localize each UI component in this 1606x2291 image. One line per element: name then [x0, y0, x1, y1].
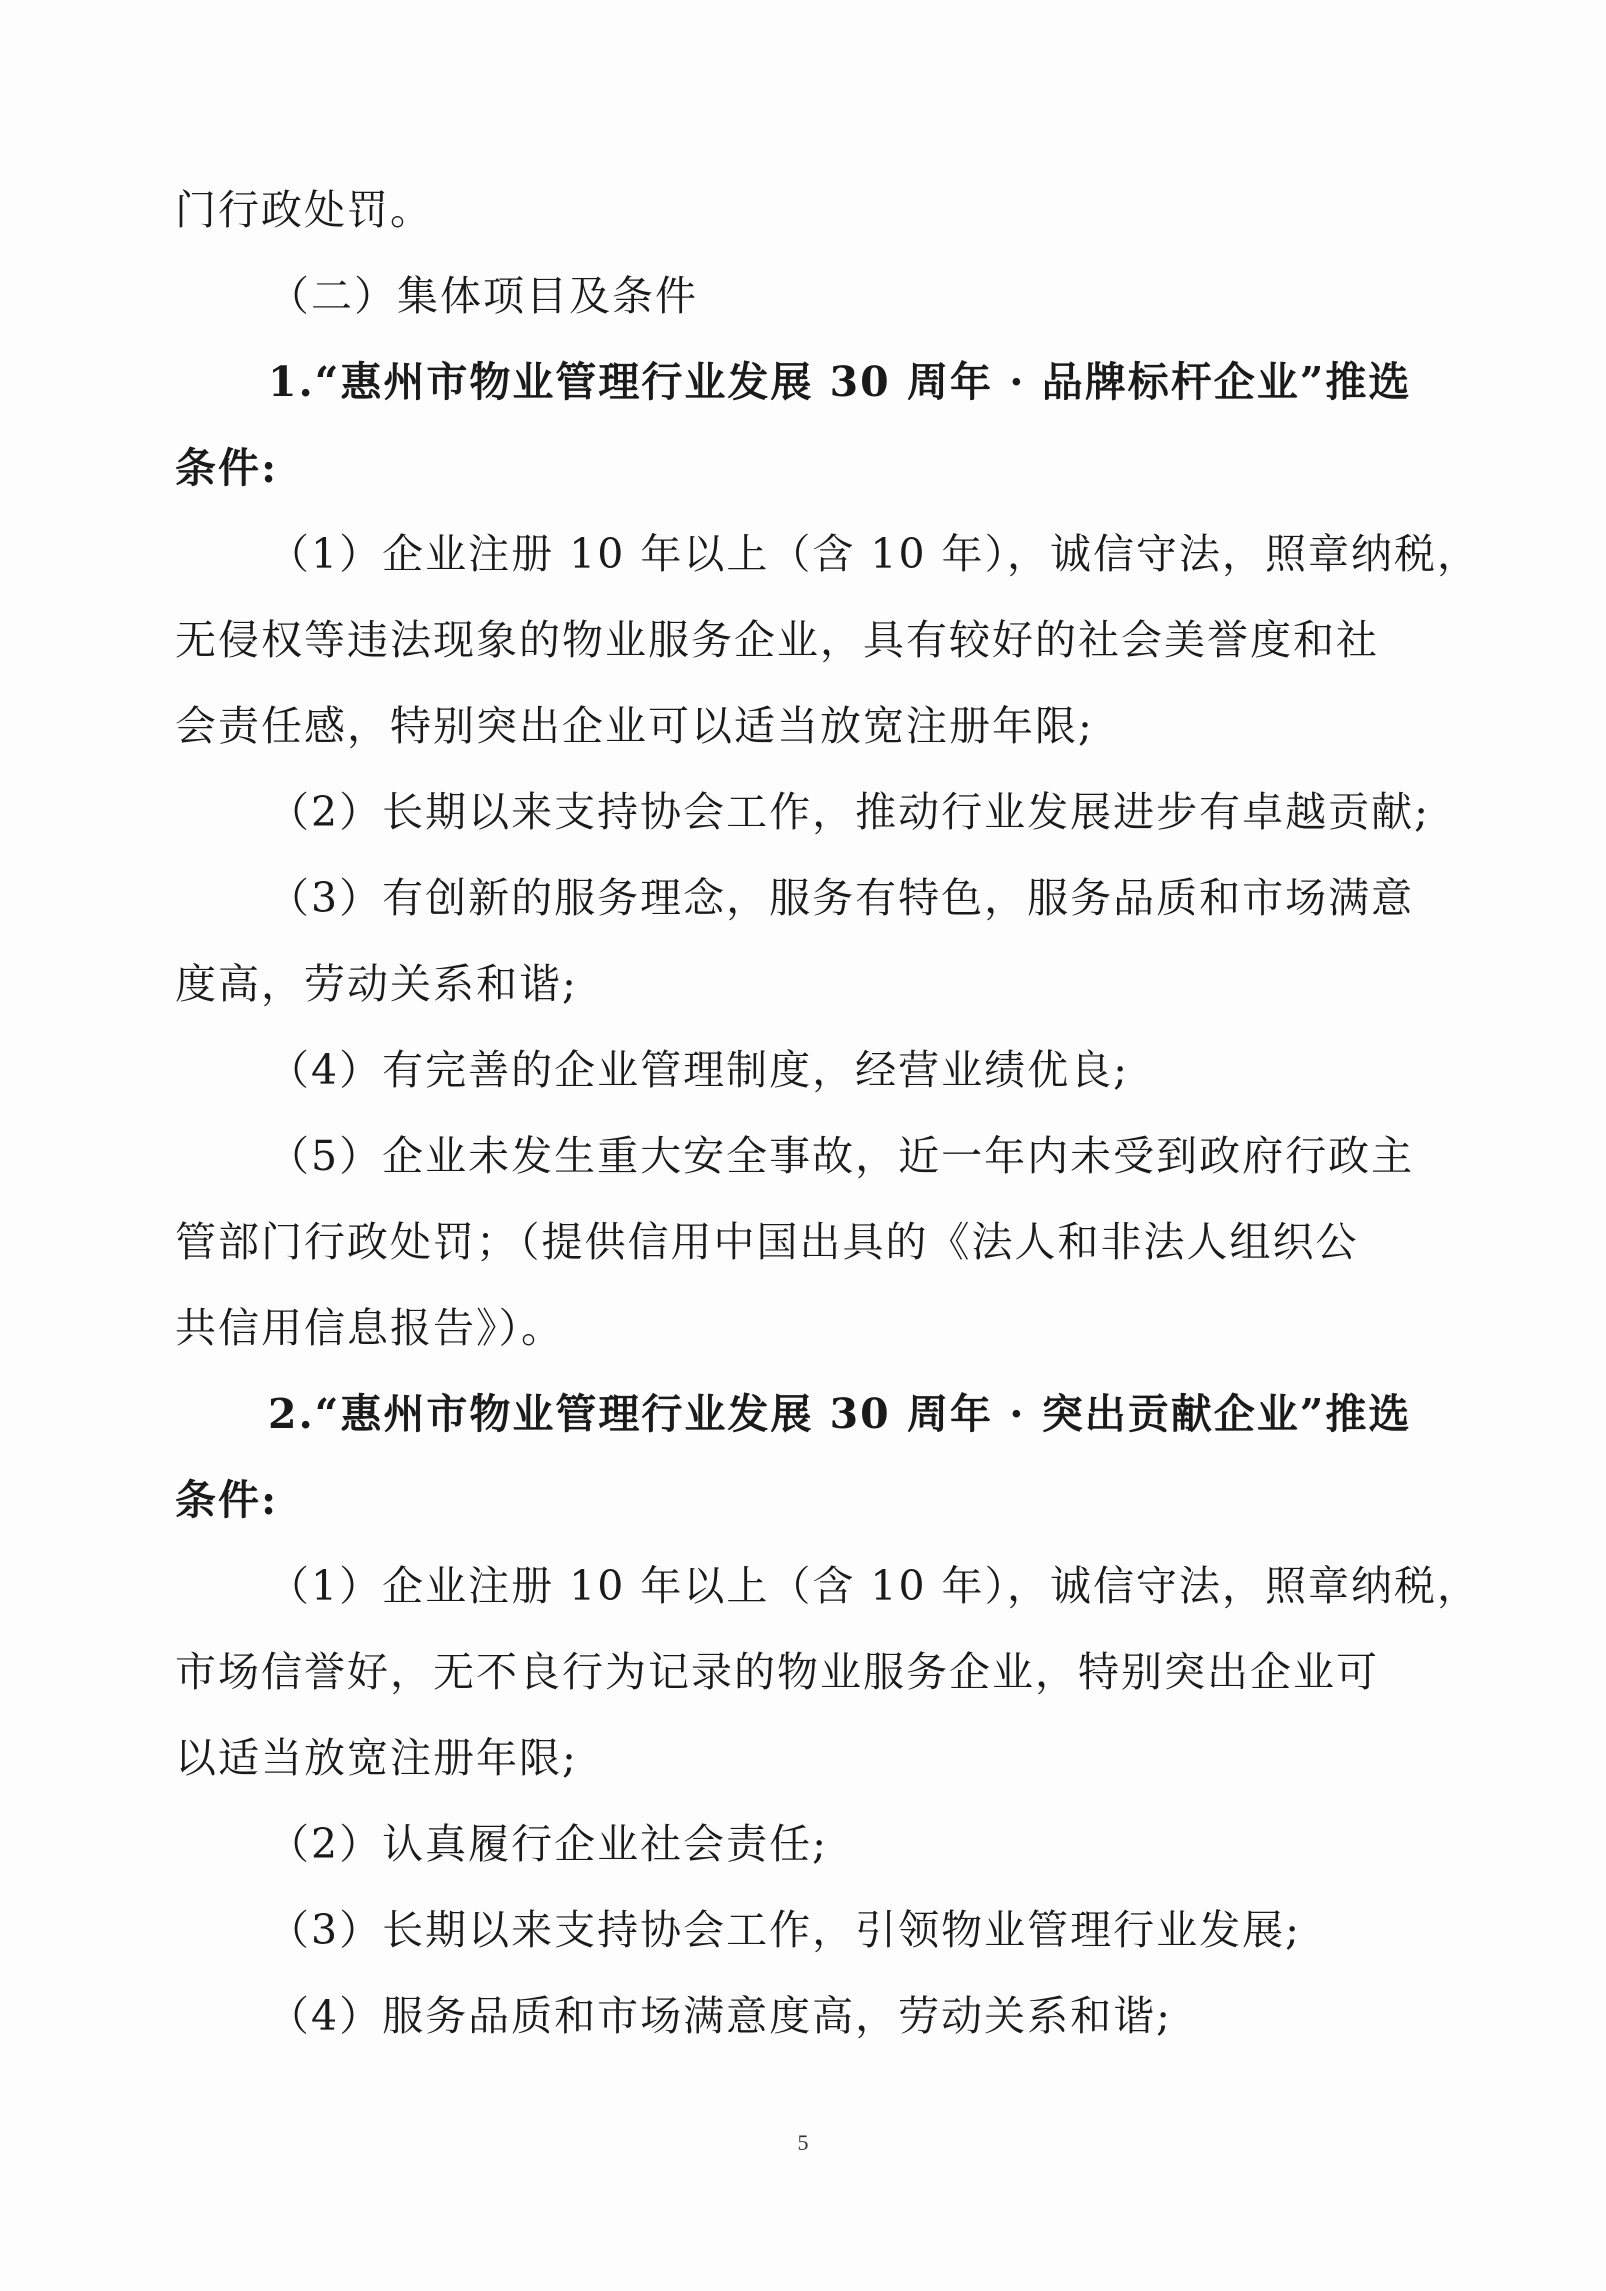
paragraph-line: 无侵权等违法现象的物业服务企业，具有较好的社会美誉度和社	[175, 616, 1379, 664]
page-number: 5	[797, 2130, 809, 2155]
paragraph-line: （1）企业注册 10 年以上（含 10 年），诚信守法，照章纳税，	[268, 1562, 1481, 1610]
paragraph-line: （2）长期以来支持协会工作，推动行业发展进步有卓越贡献;	[268, 788, 1430, 836]
paragraph-line: （4）服务品质和市场满意度高，劳动关系和谐;	[268, 1992, 1172, 2040]
item-heading-2: 2.“惠州市物业管理行业发展 30 周年 · 突出贡献企业”推选	[268, 1390, 1412, 1438]
paragraph-line: （3）有创新的服务理念，服务有特色，服务品质和市场满意	[268, 874, 1415, 922]
item-heading-2-cont: 条件:	[175, 1476, 279, 1524]
item-heading-1-cont: 条件:	[175, 444, 279, 492]
paragraph-line: （4）有完善的企业管理制度，经营业绩优良;	[268, 1046, 1129, 1094]
paragraph-line: 度高，劳动关系和谐;	[175, 960, 578, 1008]
paragraph-line: （3）长期以来支持协会工作，引领物业管理行业发展;	[268, 1906, 1301, 1954]
paragraph-line: 管部门行政处罚；（提供信用中国出具的《法人和非法人组织公	[175, 1218, 1359, 1266]
paragraph-line: （1）企业注册 10 年以上（含 10 年），诚信守法，照章纳税，	[268, 530, 1481, 578]
paragraph-line: 市场信誉好，无不良行为记录的物业服务企业，特别突出企业可	[175, 1648, 1379, 1696]
section-heading: （二）集体项目及条件	[268, 272, 698, 320]
paragraph-line: （2）认真履行企业社会责任;	[268, 1820, 828, 1868]
item-heading-1: 1.“惠州市物业管理行业发展 30 周年 · 品牌标杆企业”推选	[268, 358, 1412, 406]
paragraph-line: 门行政处罚。	[175, 186, 433, 234]
paragraph-line: 会责任感，特别突出企业可以适当放宽注册年限;	[175, 702, 1094, 750]
paragraph-line: 共信用信息报告》）。	[175, 1304, 564, 1352]
paragraph-line: （5）企业未发生重大安全事故，近一年内未受到政府行政主	[268, 1132, 1415, 1180]
paragraph-line: 以适当放宽注册年限;	[175, 1734, 578, 1782]
